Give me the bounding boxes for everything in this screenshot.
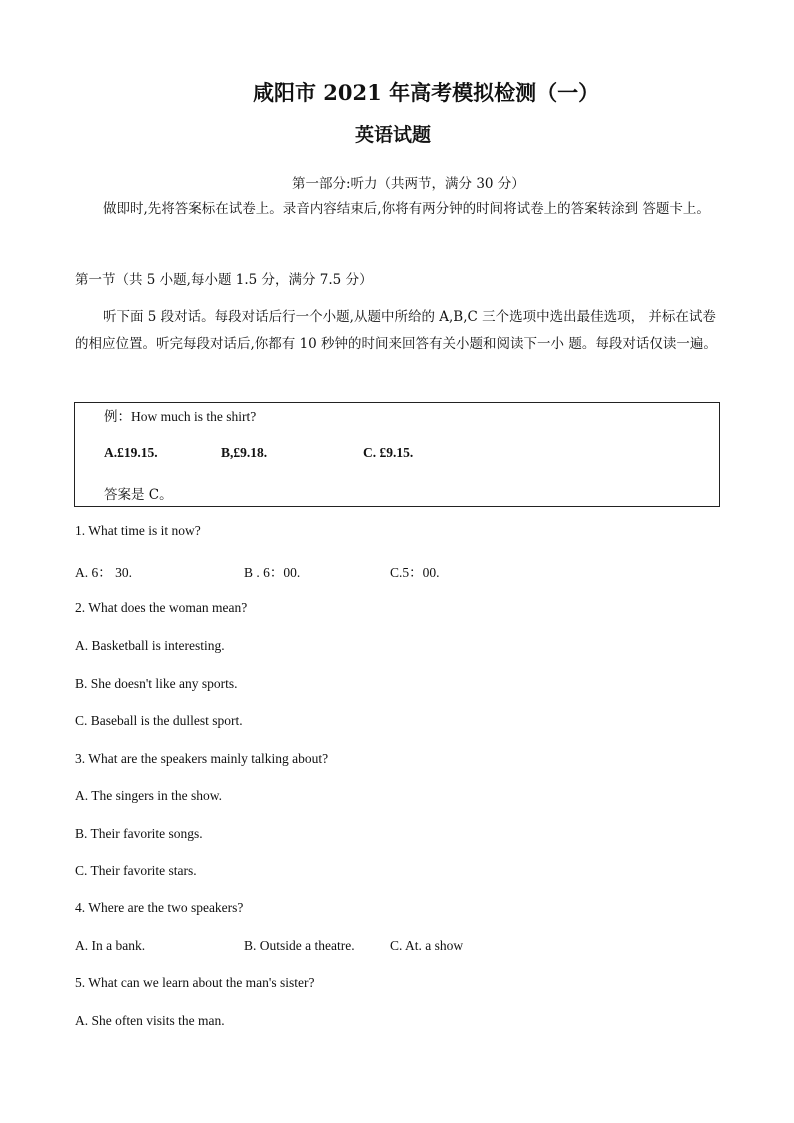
section1-instruction-text: 听下面 5 段对话。每段对话后行一个小题,从题中所给的 A,B,C 三个选项中选出最佳选项， 并标在试卷的相应位置。听完每段对话后,你都有 10 秒钟的时间来回答有关小题和阅读下一小 题。每段对话仅读一遍。	[75, 309, 717, 352]
question-1-option-c: C.5：00.	[390, 565, 440, 580]
question-1-option-b: B . 6：00.	[244, 565, 301, 580]
example-answer: 答案是 C。	[104, 487, 173, 503]
exam-title: 咸阳市 2021 年高考模拟检测（一）	[253, 80, 600, 105]
part1-instruction	[75, 196, 721, 223]
example-option-a: A.£19.15.	[104, 445, 158, 460]
question-5-stem: 5. What can we learn about the man's sister?	[75, 975, 315, 990]
part1-instruction-text: 做即时,先将答案标在试卷上。录音内容结束后,你将有两分钟的时间将试卷上的答案转涂到 答题卡上。	[103, 201, 710, 217]
question-2-option-b: B. She doesn't like any sports.	[75, 676, 238, 691]
question-3-option-b: B. Their favorite songs.	[75, 826, 203, 841]
example-option-b: B,£9.18.	[221, 445, 268, 460]
example-option-c: C. £9.15.	[363, 445, 414, 460]
section1-heading: 第一节（共 5 小题,每小题 1.5 分，满分 7.5 分）	[75, 272, 373, 288]
example-question: 例：How much is the shirt?	[104, 409, 257, 424]
exam-subtitle: 英语试题	[355, 124, 432, 146]
question-2-option-c: C. Baseball is the dullest sport.	[75, 713, 243, 728]
question-4-stem: 4. Where are the two speakers?	[75, 900, 244, 915]
question-3-stem: 3. What are the speakers mainly talking about?	[75, 751, 329, 766]
question-2-option-a: A. Basketball is interesting.	[75, 638, 225, 653]
question-2-stem: 2. What does the woman mean?	[75, 600, 248, 615]
question-5-option-a: A. She often visits the man.	[75, 1013, 225, 1028]
question-1-stem: 1. What time is it now?	[75, 523, 201, 538]
question-3-option-a: A. The singers in the show.	[75, 788, 222, 803]
question-3-option-c: C. Their favorite stars.	[75, 863, 197, 878]
part1-heading: 第一部分:听力（共两节，满分 30 分）	[292, 176, 525, 192]
example-box	[74, 402, 720, 507]
question-1-option-a: A. 6： 30.	[75, 565, 132, 580]
question-4-option-b: B. Outside a theatre.	[244, 938, 355, 953]
question-4-option-a: A. In a bank.	[75, 938, 146, 953]
question-4-option-c: C. At. a show	[390, 938, 464, 953]
section1-instruction	[75, 304, 721, 358]
